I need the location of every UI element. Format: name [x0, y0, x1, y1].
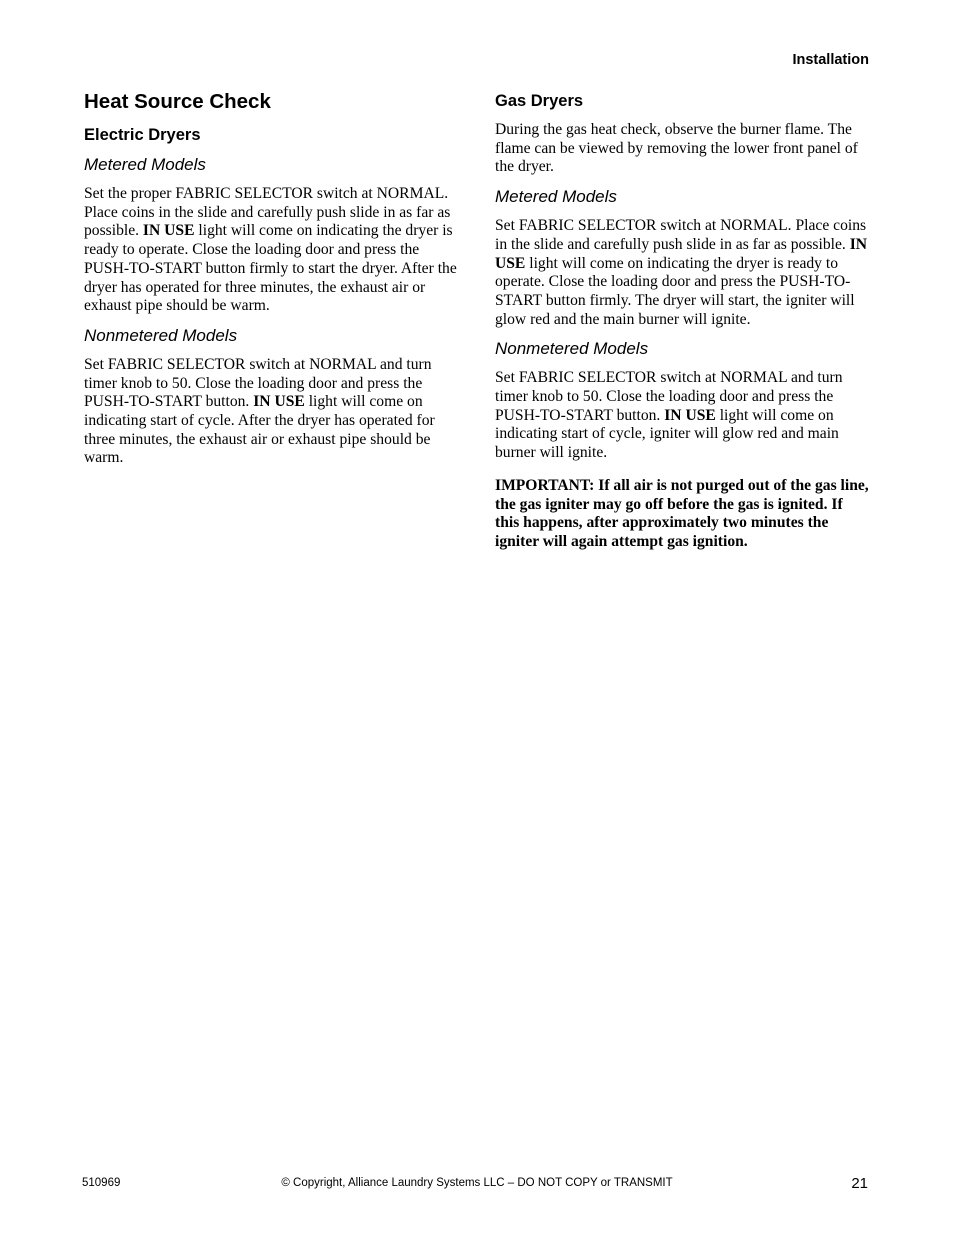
gas-nonmetered-heading: Nonmetered Models [495, 339, 649, 359]
electric-dryers-heading: Electric Dryers [84, 126, 201, 144]
right-column [495, 92, 870, 562]
page-title: Heat Source Check [84, 90, 271, 113]
electric-nonmetered-paragraph: Set FABRIC SELECTOR switch at NORMAL and turn timer knob to 50. Close the loading door and press the PUSH-TO-START button. IN USE light will come on indicating start of cycle. After the dryer has operated for three minutes, the exhaust air or exhaust pipe should be warm. [84, 355, 435, 467]
in-use-label: IN USE [142, 222, 195, 240]
in-use-label: IN USE [495, 235, 868, 272]
electric-metered-heading: Metered Models [84, 155, 206, 174]
copyright-notice: © Copyright, Alliance Laundry Systems LLC – DO NOT COPY or TRANSMIT [281, 1177, 673, 1189]
left-column [84, 90, 459, 478]
electric-nonmetered-heading: Nonmetered Models [84, 325, 238, 345]
in-use-label: IN USE [253, 393, 305, 411]
gas-metered-heading: Metered Models [495, 187, 617, 207]
gas-intro-paragraph: During the gas heat check, observe the burner flame. The flame can be viewed by removing the lower front panel of the dryer. [495, 121, 858, 176]
important-note: IMPORTANT: If all air is not purged out of the gas line, the gas igniter may go off before the gas is ignited. If this happens, after approximately two minutes the igniter will again attempt gas ignition. [495, 476, 869, 550]
document-number: 510969 [82, 1177, 121, 1189]
electric-metered-paragraph: Set the proper FABRIC SELECTOR switch at NORMAL. Place coins in the slide and carefully push slide in as far as possible. IN USE light will come on indicating the dryer is ready to operate. Close the loading door and press the PUSH-TO-START button firmly to start the dryer. After the dryer has operated for three minutes, the exhaust air or exhaust pipe should be warm. [84, 185, 457, 315]
gas-nonmetered-paragraph: Set FABRIC SELECTOR switch at NORMAL and turn timer knob to 50. Close the loading door and press the PUSH-TO-START button. IN USE light will come on indicating start of cycle, igniter will glow red and main burner will ignite. [495, 369, 843, 462]
page-number: 21 [851, 1175, 868, 1192]
section-header: Installation [792, 52, 869, 68]
gas-metered-paragraph: Set FABRIC SELECTOR switch at NORMAL. Place coins in the slide and carefully push slide in as far as possible. IN USE light will come on indicating the dryer is ready to operate. Close the loading door and press the PUSH-TO-START button firmly. The dryer will start, the igniter will glow red and the main burner will ignite. [495, 217, 868, 328]
in-use-label: IN USE [664, 406, 716, 424]
gas-dryers-heading: Gas Dryers [495, 92, 584, 110]
